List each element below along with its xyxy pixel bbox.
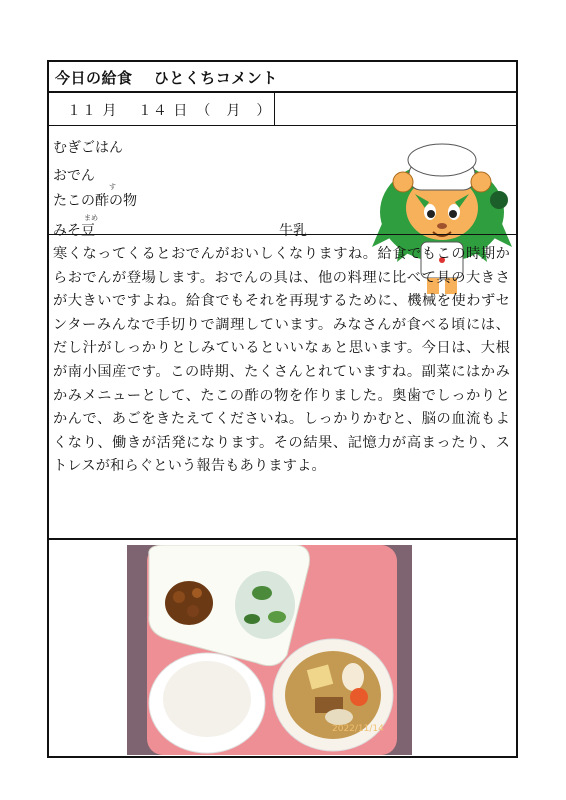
title-row [49, 62, 516, 93]
photo-date-stamp: 2022/11/14 [332, 724, 384, 734]
lunch-comment-sheet [47, 60, 518, 758]
page-title: 今日の給食 ひとくちコメント [55, 69, 278, 87]
date-row [49, 93, 516, 126]
menu-item-milk: 牛乳 [279, 223, 307, 239]
date-cell [49, 93, 275, 125]
menu-item-tako-sunomono: たこの酢の物 [53, 193, 137, 209]
ruby-su: す [109, 183, 116, 191]
date-text: １１ 月 １４ 日 （ 月 ） [67, 103, 272, 119]
lunch-photo [127, 545, 412, 755]
menu-item-oden: おでん [53, 168, 95, 184]
comment-section [49, 234, 516, 540]
comment-text: 寒くなってくるとおでんがおいしくなりますね。給食でもこの時期からおでんが登場します。おでんの具は、他の料理に比べて具の大きさが大きいですよね。給食でもそれを再現するために、機械を使わずセンターみんなで手切りで調理しています。みなさんが食べる頃には、だし汁がしっかりとしみているといいなぁと思います。今日は、大根が南小国産です。この時期、たくさんとれていますね。副菜にはかみかみメニューとして、たこの酢の物を作りました。奥歯でしっかりとかんで、あごをきたえてくださいね。しっかりかむと、脳の血流もよくなり、働きが活発になります。その結果、記憶力が高まったり、ストレスが和らぐという報告もありますよ。 [53, 246, 510, 475]
menu-item-mugigohan: むぎごはん [53, 140, 123, 156]
menu-item-misomame: みそ豆 [53, 223, 95, 239]
ruby-mame: まめ [84, 214, 98, 222]
